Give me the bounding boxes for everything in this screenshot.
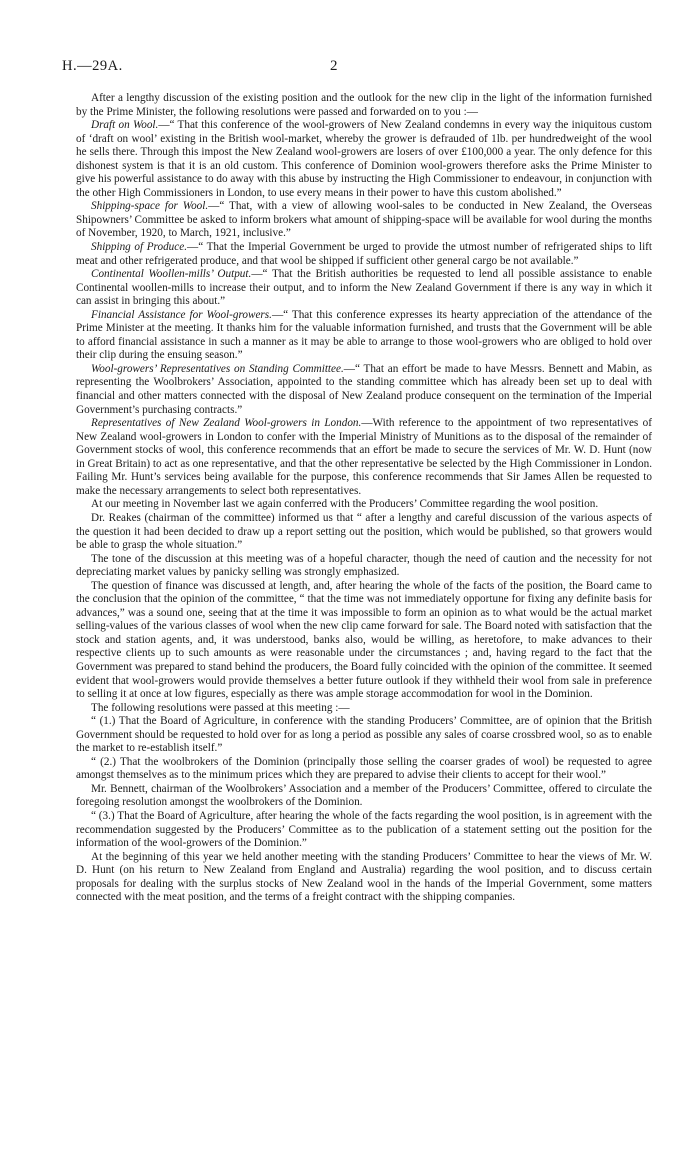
resolution-3: “ (3.) That the Board of Agriculture, after hearing the whole of the facts regarding the wool position, is in agreement with the recommendation suggested by the Producers’ Committee as to the publication of a statement setting out the position for the information of the wool-growers of the Dominion.” bbox=[76, 809, 652, 850]
document-code: H.—29A. bbox=[62, 58, 123, 74]
resolution-representatives-london: Representatives of New Zealand Wool-growers in London.—With reference to the appointment of two representatives of New Zealand wool-growers in London to confer with the Imperial Ministry of Munitions as to the disposal of the remainder of Government stocks of wool, this conference recommends that an effort be made to secure the services of Mr. W. D. Hunt (now in Great Britain) to act as one representative, and that the other representative be selected by the High Commissioner in London. Failing Mr. Hunt’s services being available for the purpose, this conference recommends that Sir James Allen be requested to make the necessary arrangements to select both representatives. bbox=[76, 417, 652, 497]
resolution-heading: Financial Assistance for Wool-growers. bbox=[91, 308, 272, 321]
resolution-heading: Representatives of New Zealand Wool-growers in London. bbox=[91, 417, 362, 430]
resolution-1: “ (1.) That the Board of Agriculture, in conference with the standing Producers’ Committee, are of opinion that the British Government should be requested to hold over for as long a period as possible any sales of coarse crossbred wool, so as to enable the market to re-establish itself.” bbox=[76, 715, 652, 755]
resolution-heading: Draft on Wool. bbox=[91, 119, 159, 132]
paragraph-dr-reakes: Dr. Reakes (chairman of the committee) informed us that “ after a lengthy and careful discussion of the various aspects of the question it had been decided to draw up a report setting out the position, which would be published, so that growers would be able to grasp the whole situation.” bbox=[76, 511, 652, 552]
resolution-heading: Wool-growers’ Representatives on Standing Committee. bbox=[91, 362, 344, 375]
resolution-financial-assistance: Financial Assistance for Wool-growers.—“ That this conference expresses its hearty appreciation of the attendance of the Prime Minister at the meeting. It thanks him for the valuable information furnished, and trusts that the Government will be able to afford financial assistance in such a manner as it may be able to arrange to those wool-growers who are obliged to hold over their clip during the ensuing season.” bbox=[76, 308, 653, 362]
resolution-2: “ (2.) That the woolbrokers of the Dominion (principally those selling the coarser grades of wool) be requested to agree amongst themselves as to the minimum prices which they are prepared to advise their clients to accept for their wool.” bbox=[76, 755, 652, 782]
page-header bbox=[62, 58, 652, 92]
page-number: 2 bbox=[330, 58, 338, 74]
paragraph-intro: After a lengthy discussion of the existing position and the outlook for the new clip in the light of the information furnished by the Prime Minister, the following resolutions were passed and forwarded on to you :— bbox=[76, 92, 652, 118]
resolution-heading: Continental Woollen-mills’ Output. bbox=[91, 268, 252, 281]
resolution-heading: Shipping of Produce. bbox=[91, 241, 187, 254]
resolution-woollen-mills: Continental Woollen-mills’ Output.—“ That the British authorities be requested to lend all possible assistance to enable Continental woollen-mills to increase their output, and to inform the New Zealand Government if there is any way in which it can assist in bringing this about.” bbox=[76, 268, 652, 308]
paragraph-resolutions-intro: The following resolutions were passed at this meeting :— bbox=[91, 701, 350, 714]
paragraph-mr-bennett: Mr. Bennett, chairman of the Woolbrokers’ Association and a member of the Producers’ Committee, offered to circulate the foregoing resolution amongst the woolbrokers of the Dominion. bbox=[76, 782, 652, 809]
document-page bbox=[62, 58, 653, 905]
resolution-standing-committee: Wool-growers’ Representatives on Standing Committee.—“ That an effort be made to have Messrs. Bennett and Mabin, as representing the Woolbrokers’ Association, appointed to the standing committee which has already been set up to deal with financial and other matters connected with the disposal of New Zealand produce consequent on the termination of the Imperial Government’s purchasing contracts.” bbox=[76, 362, 652, 416]
resolution-shipping-produce: Shipping of Produce.—“ That the Imperial Government be urged to provide the utmost number of refrigerated ships to lift meat and other refrigerated produce, and that wool be shipped if sufficient other general cargo be not available.” bbox=[76, 241, 653, 267]
paragraph-tone: The tone of the discussion at this meeting was of a hopeful character, though the need of caution and the necessity for not depreciating market values by panicky selling was strongly emphasized. bbox=[76, 552, 652, 579]
paragraph-beginning-of-year: At the beginning of this year we held another meeting with the standing Producers’ Committee to hear the views of Mr. W. D. Hunt (on his return to New Zealand from England and Australia) regarding the wool position, and to discuss certain proposals for dealing with the surplus stocks of New Zealand wool in the hands of the Imperial Government, some matters connected with the meat position, and the terms of a freight contract with the shipping companies. bbox=[76, 850, 652, 904]
paragraph-finance: The question of finance was discussed at length, and, after hearing the whole of the facts of the position, the Board came to the conclusion that the opinion of the committee, “ that the time was not immediately opportune for fixing any definite basis for advances,” was a sound one, seeing that at the time it was impossible to form an opinion as to what would be the actual market selling-values of the various classes of wool when the new clip came forward for sale. The Board noted with satisfaction that the stock and station agents, and, it was understood, banks also, would be willing, as heretofore, to make advances to their respective clients up to such amounts as were reasonable under the circumstances ; and, having regard to the fact that the Government was prepared to stand behind the producers, the Board fully coincided with the opinion of the committee. It seemed evident that wool-growers would provide themselves a better future outlook if they withheld their wool from sale in preference to selling it at once at low figures, especially as there was ample storage accommodation for wool in the Dominion. bbox=[76, 579, 652, 701]
paragraph-november-meeting: At our meeting in November last we again conferred with the Producers’ Committee regarding the wool position. bbox=[91, 498, 599, 511]
resolution-draft-on-wool: Draft on Wool.—“ That this conference of the wool-growers of New Zealand condemns in every way the iniquitous custom of ‘draft on wool’ existing in the British wool-market, whereby the grower is defrauded of 1lb. per hundredweight of the wool he sells there. Through this impost the New Zealand wool-growers are losers of over £100,000 a year. The only defence for this dishonest system is that it is an old custom. This conference of Dominion wool-growers therefore asks the Prime Minister to give his powerful assistance to do away with this abuse by instructing the High Commissioner to endeavour, in conjunction with the other High Commissioners in London, to use every means in their power to have this custom abolished.” bbox=[76, 119, 652, 199]
resolution-heading: Shipping-space for Wool. bbox=[91, 200, 209, 213]
resolution-shipping-space: Shipping-space for Wool.—“ That, with a view of allowing wool-sales to be conducted in New Zealand, the Overseas Shipowners’ Committee be asked to inform brokers what amount of shipping-space will be available for wool during the months of November, 1920, to March, 1921, inclusive.” bbox=[76, 200, 652, 240]
